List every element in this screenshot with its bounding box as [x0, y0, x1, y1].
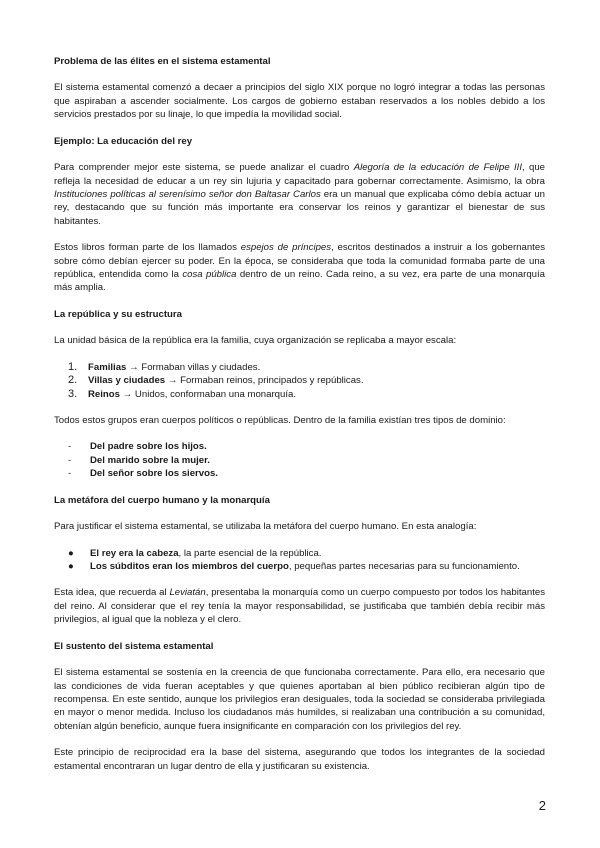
- paragraph-sustento-1: El sistema estamental se sostenía en la creencia de que funcionaba correctamente. Para ello, era necesario que las condiciones de vida fueran aceptables y que quienes aportaban al bien público recibieran algún tipo de recompensa. En este sentido, aunque los privilegios eran desiguales, toda la sociedad se consideraba privilegiada en mayor o menor medida. Incluso los ciudadanos más humildes, si realizaban una contribución a su comunidad, obtenían algún beneficio, aunque fuera insignificante en comparación con los privilegios del rey.: [54, 667, 545, 732]
- paragraph-sustento-2: Este principio de reciprocidad era la base del sistema, asegurando que todos los integrantes de la sociedad estamental encontraran un lugar dentro de ella y justificaran su existencia.: [54, 747, 545, 772]
- document-body: [54, 55, 545, 773]
- heading-elites: Problema de las élites en el sistema estamental: [54, 56, 271, 67]
- list-item: ● El rey era la cabeza, la parte esencial de la república.: [68, 547, 322, 559]
- list-item: - Del señor sobre los siervos.: [68, 468, 218, 480]
- paragraph-educacion-2: Estos libros forman parte de los llamados espejos de príncipes, escritos destinados a instruir a los gobernantes sobre cómo debían ejercer su poder. En la época, se consideraba que toda la comunidad formaba parte de una república, entendida como la cosa pública dentro de un reino. Cada reino, a su vez, era parte de una monarquía más amplia.: [54, 242, 545, 294]
- paragraph-elites: El sistema estamental comenzó a decaer a principios del siglo XIX porque no logró integrar a todas las personas que aspiraban a ascender socialmente. Los cargos de gobierno estaban reservados a los nobles debido a los servicios prestados por su linaje, lo que impedía la movilidad social.: [54, 82, 545, 121]
- list-metafora: [54, 547, 545, 574]
- title-instituciones: Instituciones políticas al serenísimo señor don Baltasar Carlos: [54, 188, 321, 200]
- heading-educacion-rey: Ejemplo: La educación del rey: [54, 135, 193, 147]
- title-leviatan: Leviatán: [169, 587, 206, 599]
- paragraph-metafora: Para justificar el sistema estamental, se utilizaba la metáfora del cuerpo humano. En esta analogía:: [54, 521, 477, 533]
- list-item: 2. Villas y ciudades → Formaban reinos, principados y repúblicas.: [68, 374, 364, 387]
- term-cosa-publica: cosa pública: [182, 269, 237, 281]
- list-dominios: [54, 440, 545, 480]
- list-item: 1. Familias → Formaban villas y ciudades.: [68, 360, 261, 373]
- paragraph-educacion-1: Para comprender mejor este sistema, se puede analizar el cuadro Alegoría de la educación de Felipe III, que refleja la necesidad de educar a un rey sin lujuria y capacitado para gobernar correctamente. Asimismo, la obra Instituciones políticas al serenísimo señor don Baltasar Carlos era un manual que explicaba cómo debía actuar un rey, destacando que su función más importante era conservar los reinos y garantizar el bienestar de sus habitantes.: [54, 162, 545, 227]
- heading-metafora: La metáfora del cuerpo humano y la monarquía: [54, 494, 270, 506]
- paragraph-republica: La unidad básica de la república era la familia, cuya organización se replicaba a mayor escala:: [54, 335, 457, 347]
- list-item: - Del marido sobre la mujer.: [68, 454, 210, 466]
- heading-republica: La república y su estructura: [54, 308, 182, 320]
- title-alegoria: Alegoría de la educación de Felipe III: [353, 162, 522, 174]
- paragraph-dominios: Todos estos grupos eran cuerpos políticos o repúblicas. Dentro de la familia existían tres tipos de dominio:: [54, 415, 506, 427]
- heading-sustento: El sustento del sistema estamental: [54, 640, 214, 652]
- list-item: - Del padre sobre los hijos.: [68, 441, 207, 453]
- list-item: 3. Reinos → Unidos, conformaban una monarquía.: [68, 387, 296, 400]
- list-item: ● Los súbditos eran los miembros del cuerpo, pequeñas partes necesarias para su funcionamiento.: [68, 560, 520, 572]
- term-espejos: espejos de príncipes: [240, 242, 332, 254]
- page-number: 2: [538, 798, 546, 813]
- paragraph-leviatan: Esta idea, que recuerda al Leviatán, presentaba la monarquía como un cuerpo compuesto por todos los habitantes del reino. Al considerar que el rey tenía la mayor responsabilidad, se justificaba que también debía recibir más privilegios, al igual que la nobleza y el clero.: [54, 587, 545, 626]
- list-estructura: [54, 361, 545, 401]
